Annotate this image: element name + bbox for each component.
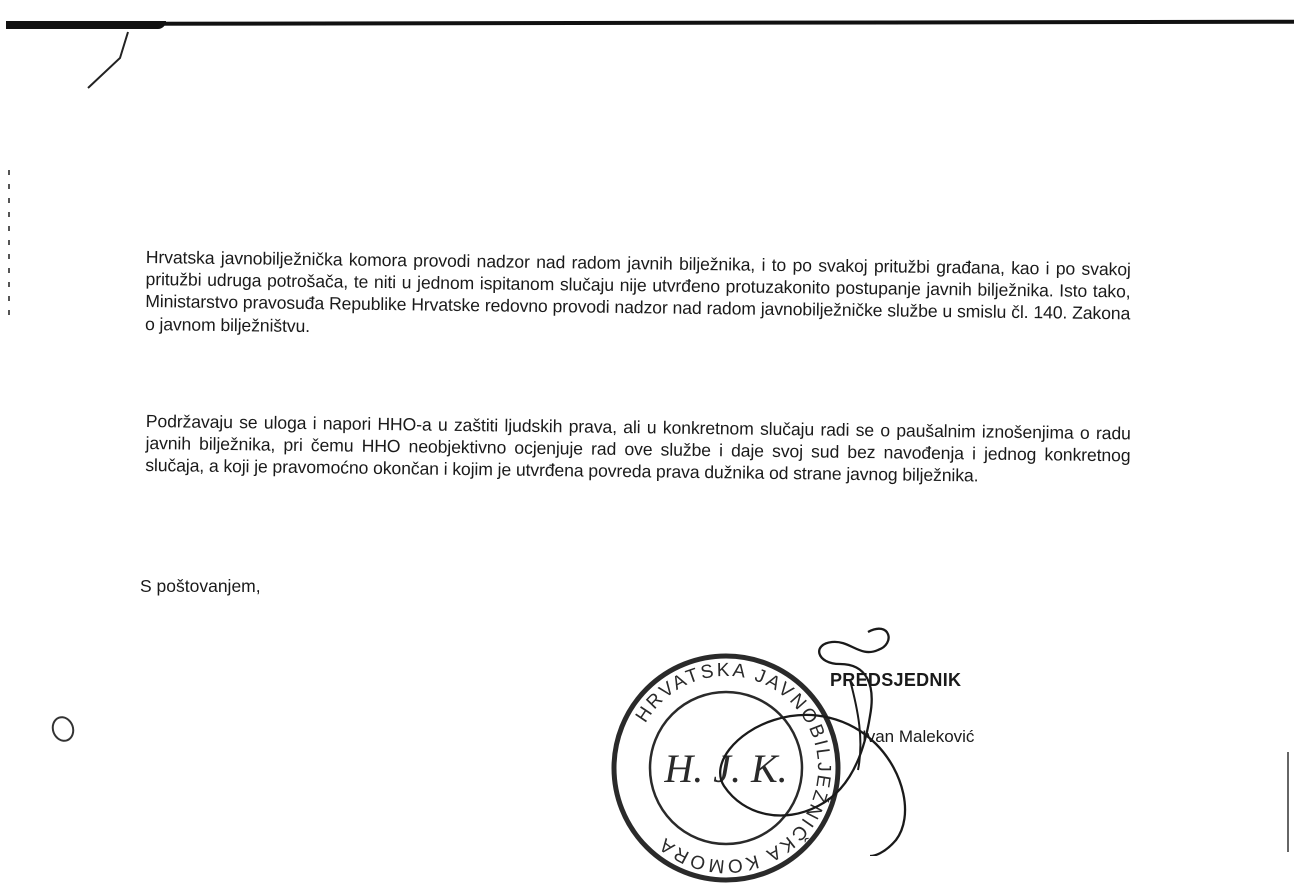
handwritten-signature — [700, 620, 940, 856]
corner-stroke-mark — [80, 28, 140, 92]
stamp-center-monogram: H. J. K. — [664, 746, 788, 791]
top-border-line — [6, 20, 1294, 26]
right-edge-mark — [1287, 752, 1289, 852]
closing-salutation: S poštovanjem, — [140, 576, 261, 596]
stamp-ring-text: HRVATSKA JAVNOBILJEŽNIČKA KOMORA — [631, 659, 835, 877]
body-paragraph-2: Podržavaju se uloga i napori HHO-a u zaštiti ljudskih prava, ali u konkretnom slučaju radi se o paušalnim iznošenjima o radu javnih bilježnika, pri čemu HHO neobjektivno ocjenjuje rad ove službe i daje svoj sud bez navođenja i jednog konkretnog slučaja, a koji je pravomoćno okončan i kojim je utvrđena povreda prava dužnika od strane javnog bilježnika. — [145, 410, 1131, 486]
signatory-name: Ivan Maleković — [862, 727, 975, 746]
left-margin-dashes — [8, 170, 10, 320]
body-paragraph-1: Hrvatska javnobilježnička komora provodi nadzor nad radom javnih bilježnika, i to po svakoj pritužbi građana, kao i po svakoj pritužbi udruga potrošača, te niti u jednom ispitanom slučaju nije utvrđeno protuzakonito postupanje javnih bilježnika. Isto tako, Ministarstvo pravosuđa Republike Hrvatske redovno provodi nadzor nad radom javnobilježničke službe u smislu čl. 140. Zakona o javnom bilježništvu. — [144, 246, 1131, 336]
signatory-title: PREDSJEDNIK — [830, 670, 962, 690]
punch-hole-mark — [48, 713, 78, 745]
